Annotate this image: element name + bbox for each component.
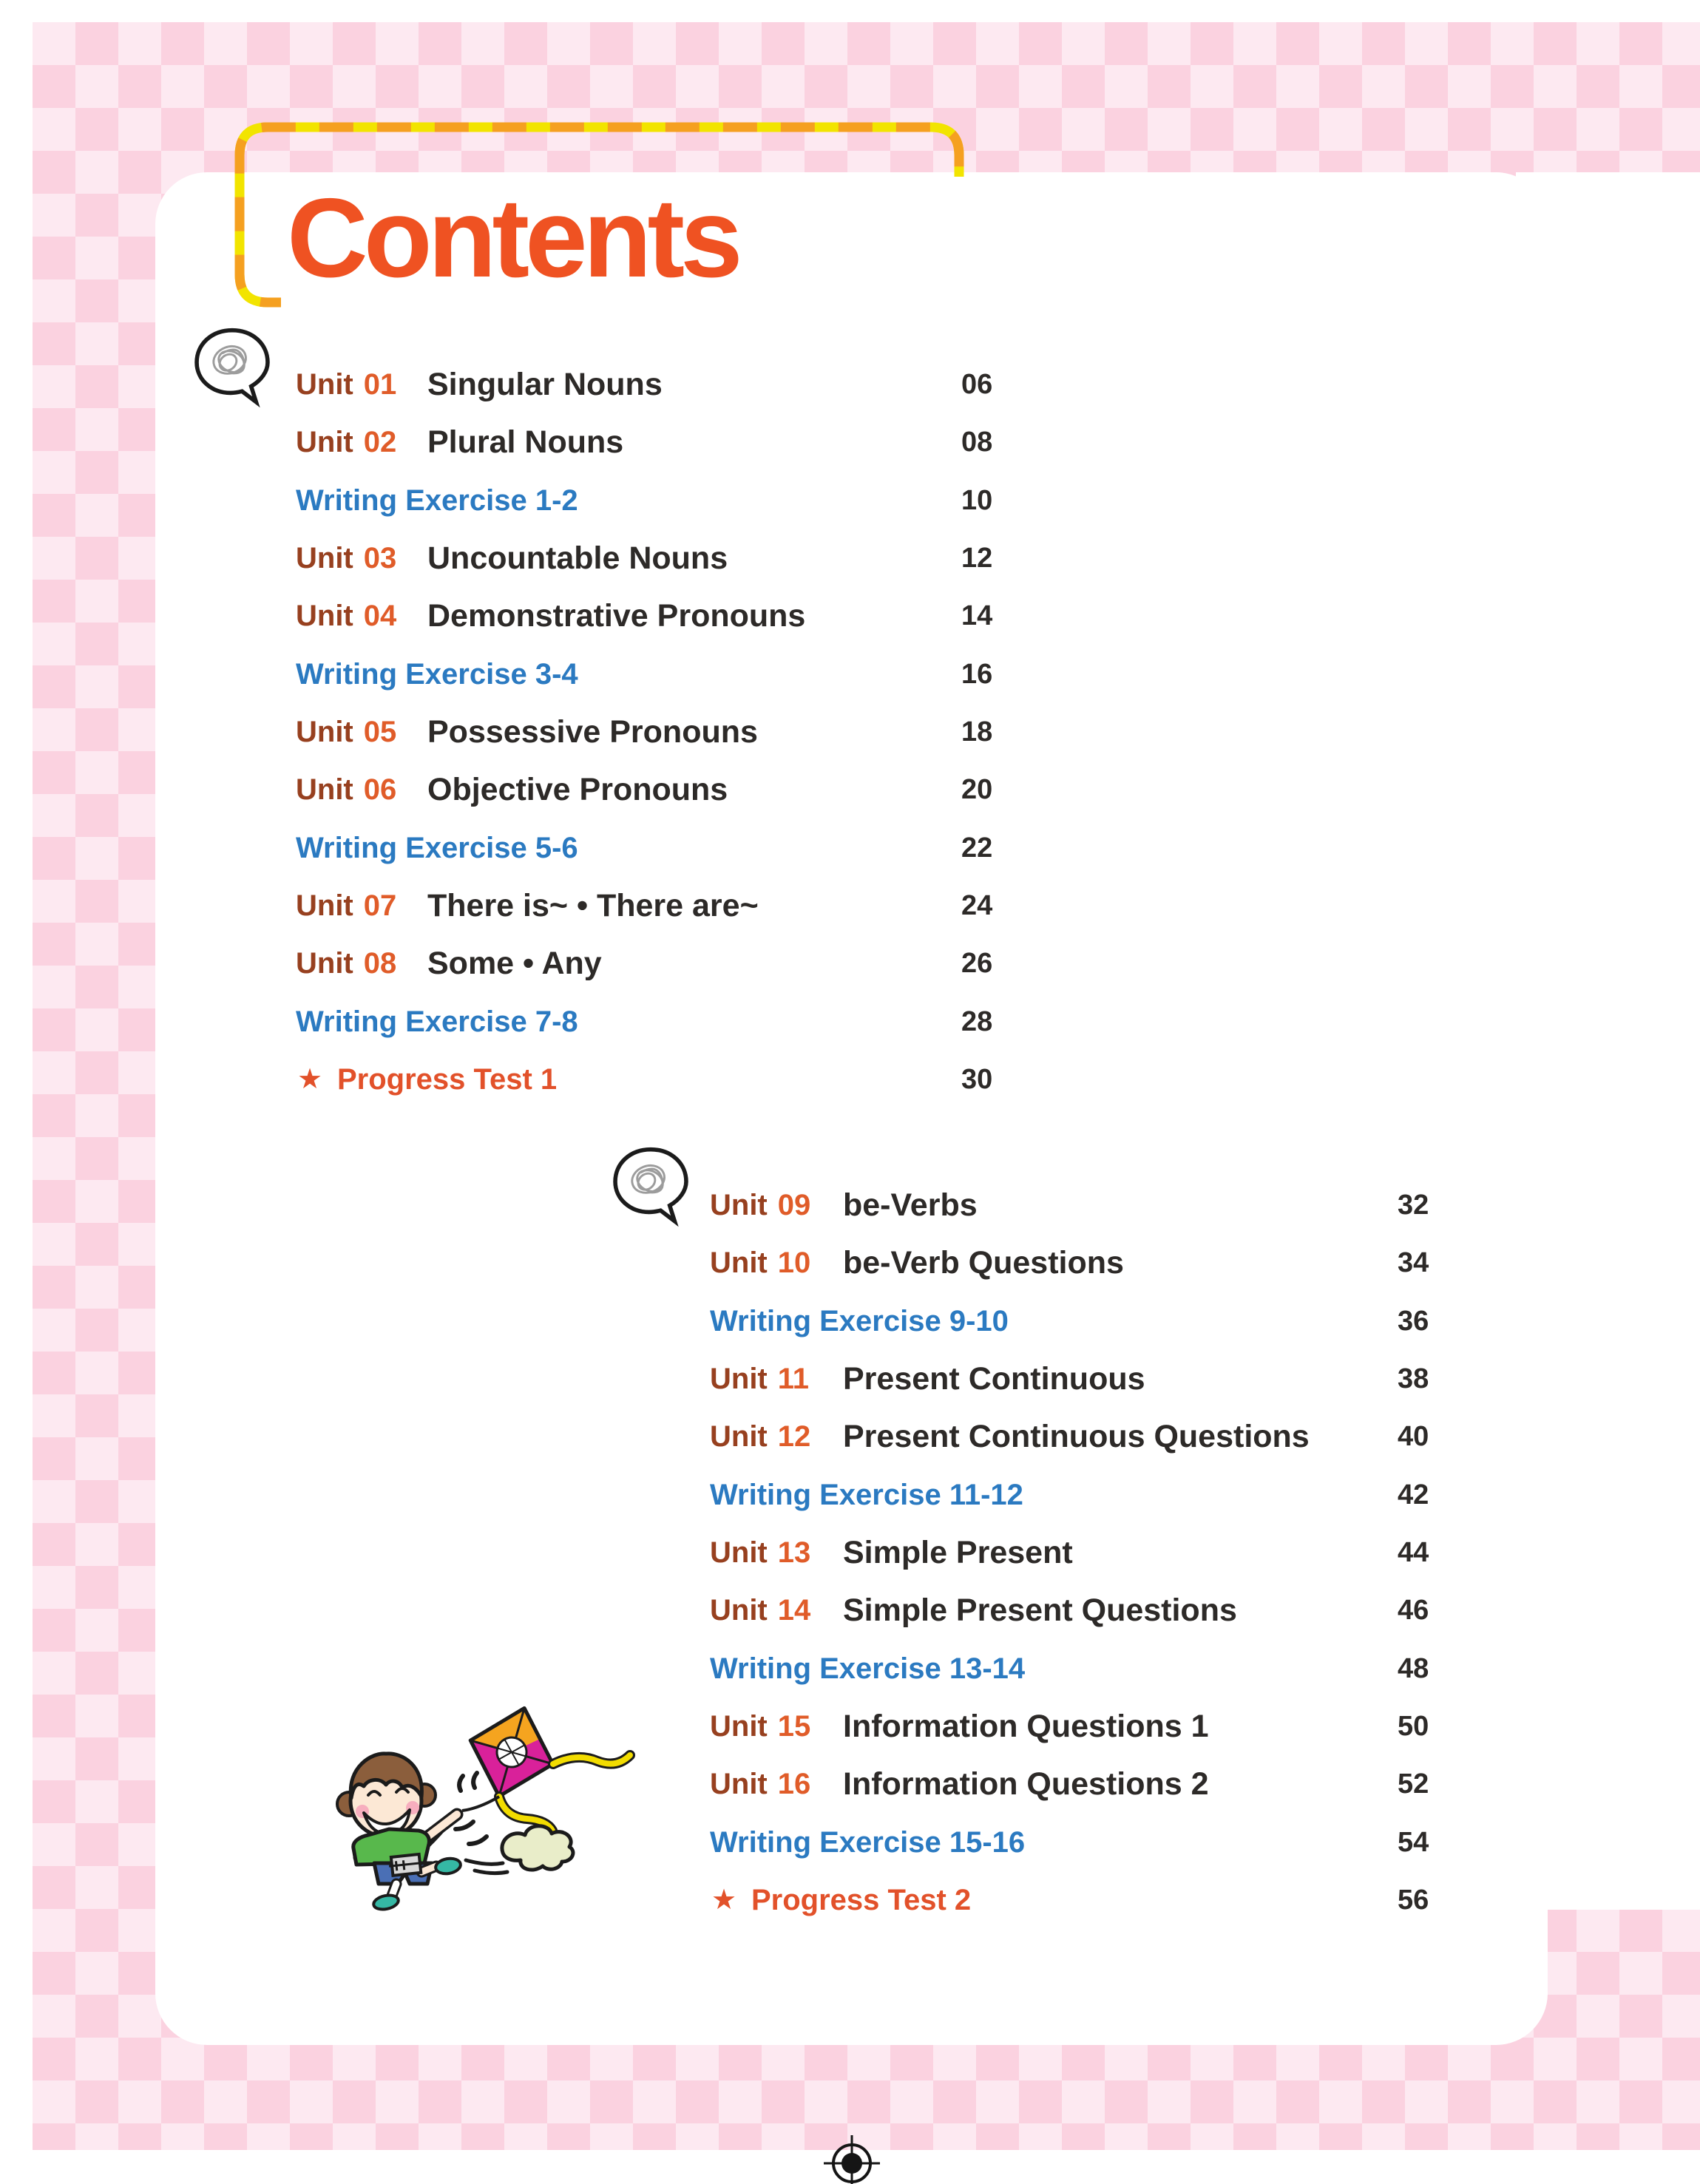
entry-title: Possessive Pronouns [427,714,758,750]
entry-title: Demonstrative Pronouns [427,598,806,634]
unit-label: Unit 02 [296,426,397,458]
page-number: 10 [961,485,993,516]
toc-row [296,877,1109,935]
entry-title: Simple Present Questions [843,1593,1237,1628]
toc-row [296,472,1109,529]
toc-row [710,1698,1523,1755]
page-number: 50 [1398,1711,1429,1742]
unit-label: Unit 16 [710,1768,811,1800]
entry-title: Singular Nouns [427,367,663,402]
speech-bubble-doodle-icon [609,1144,692,1230]
toc-row [296,935,1109,992]
toc-row [710,1176,1523,1234]
kid-flying-kite-illustration [281,1678,636,2011]
writing-exercise-label: Writing Exercise 11-12 [710,1479,1023,1511]
unit-label: Unit 10 [710,1247,811,1279]
writing-exercise-label: Writing Exercise 3-4 [296,658,578,691]
entry-title: There is~ • There are~ [427,888,759,923]
toc-row [296,819,1109,877]
page-number: 46 [1398,1595,1429,1626]
page-number: 26 [961,948,993,979]
unit-label: Unit 15 [710,1710,811,1743]
toc-row [296,356,1109,413]
toc-part-1 [296,356,1109,1110]
page-number: 32 [1398,1190,1429,1221]
toc-row [296,993,1109,1051]
unit-label: Unit 08 [296,947,397,980]
speech-bubble-doodle-icon [191,325,274,411]
page-number: 22 [961,832,993,864]
star-icon: ★ [297,1064,323,1095]
page-number: 20 [961,774,993,805]
toc-row [710,1350,1523,1408]
writing-exercise-label: Writing Exercise 7-8 [296,1005,578,1038]
page-number: 06 [961,369,993,400]
page-number: 08 [961,427,993,458]
unit-label: Unit 03 [296,542,397,574]
page-number: 48 [1398,1653,1429,1684]
unit-label: Unit 14 [710,1594,811,1627]
writing-exercise-label: Writing Exercise 5-6 [296,832,578,864]
toc-row [710,1871,1523,1929]
entry-title: Objective Pronouns [427,772,728,807]
page-number: 34 [1398,1247,1429,1278]
entry-title: Information Questions 2 [843,1766,1209,1802]
page-number: 30 [961,1064,993,1095]
unit-label: Unit 06 [296,773,397,806]
page-number: 54 [1398,1827,1429,1858]
page-number: 24 [961,890,993,921]
toc-row [710,1292,1523,1350]
unit-label: Unit 13 [710,1536,811,1569]
toc-row [710,1581,1523,1639]
unit-label: Unit 07 [296,889,397,922]
entry-title: Information Questions 1 [843,1709,1209,1744]
page-number: 36 [1398,1306,1429,1337]
entry-title: Simple Present [843,1535,1073,1570]
page-number: 14 [961,600,993,631]
unit-label: Unit 05 [296,716,397,748]
writing-exercise-label: Writing Exercise 9-10 [710,1305,1009,1337]
toc-row [710,1814,1523,1871]
entry-title: Plural Nouns [427,424,624,460]
writing-exercise-label: Writing Exercise 15-16 [710,1826,1026,1859]
toc-row [710,1408,1523,1465]
toc-row [296,703,1109,761]
toc-row [710,1524,1523,1581]
star-icon: ★ [711,1885,737,1916]
page-number: 38 [1398,1363,1429,1394]
entry-title: Some • Any [427,946,602,981]
content-panel-bleed [1516,172,1700,1910]
page-number: 16 [961,659,993,690]
progress-test-label: Progress Test 1 [337,1063,558,1096]
toc-row [296,587,1109,645]
entry-title: Uncountable Nouns [427,540,728,576]
toc-part-2 [710,1176,1523,1930]
toc-row [710,1234,1523,1292]
page-title: Contents [287,175,739,301]
entry-title: Present Continuous [843,1361,1145,1397]
unit-label: Unit 09 [710,1189,811,1221]
entry-title: be-Verb Questions [843,1245,1124,1281]
toc-row [710,1755,1523,1813]
progress-test-label: Progress Test 2 [751,1884,972,1916]
unit-label: Unit 01 [296,368,397,401]
toc-row [296,529,1109,587]
page-number: 52 [1398,1768,1429,1800]
writing-exercise-label: Writing Exercise 1-2 [296,484,578,517]
page-number: 18 [961,716,993,747]
toc-row [296,413,1109,471]
toc-row [296,645,1109,703]
toc-row [710,1640,1523,1698]
toc-row [710,1466,1523,1524]
unit-label: Unit 12 [710,1420,811,1453]
page-number: 28 [961,1006,993,1037]
entry-title: Present Continuous Questions [843,1419,1310,1454]
unit-label: Unit 04 [296,600,397,632]
toc-row [296,761,1109,818]
page-number: 44 [1398,1537,1429,1568]
toc-row [296,1051,1109,1108]
page-number: 42 [1398,1479,1429,1510]
entry-title: be-Verbs [843,1187,978,1223]
page-number: 12 [961,543,993,574]
unit-label: Unit 11 [710,1363,810,1395]
page-number: 40 [1398,1421,1429,1452]
page-number: 56 [1398,1885,1429,1916]
writing-exercise-label: Writing Exercise 13-14 [710,1652,1026,1685]
